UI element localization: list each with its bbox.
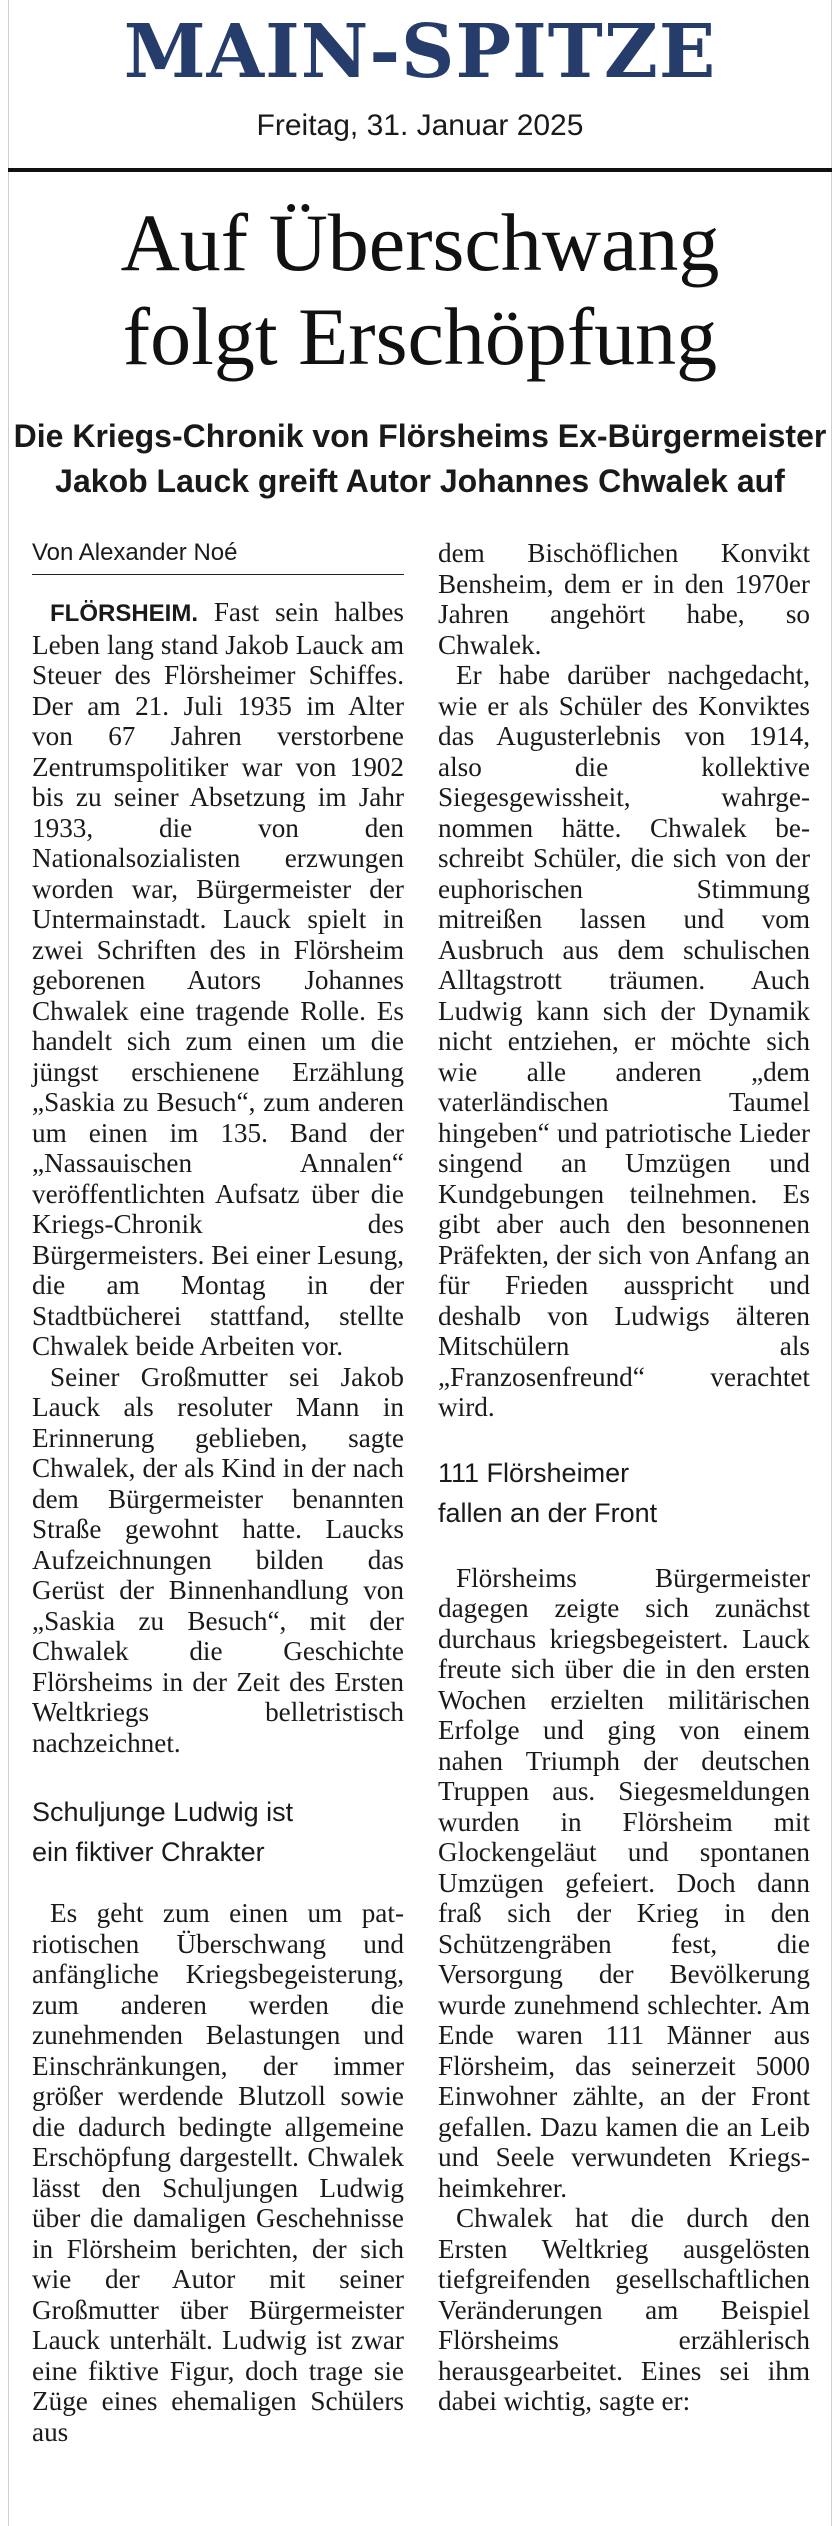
headline-line-1: Auf Überschwang	[120, 197, 720, 288]
article-paragraph: Es geht zum einen um patriotischen Überschwang und anfängliche Kriegsbegeisterung, zum anderen werden die zunehmenden Belastungen und Einschränkungen, der immer größer werdende Blutzoll sowie die dadurch bedingte allgemeine Erschöpfung dargestellt. Chwalek lässt den Schuljungen Ludwig über die damaligen Geschehnisse in Flörsheim berichten, der sich wie der Autor mit seiner Großmutter über Bürgermeister Lauck unterhält. Ludwig ist zwar eine fiktive Figur, doch trage sie Züge eines ehemaligen Schülers aus	[32, 1898, 404, 2447]
interheadline-line-1: 111 Flörsheimer	[438, 1457, 630, 1488]
article-headline	[0, 196, 840, 384]
article-paragraph: dem Bischöflichen Konvikt Bensheim, dem er in den 1970er Jahren angehört habe, so Chwalek.	[438, 538, 810, 660]
interheadline	[32, 1792, 404, 1872]
article-column-left	[32, 538, 404, 2447]
interheadline-line-2: fallen an der Front	[438, 1497, 658, 1528]
issue-date: Freitag, 31. Januar 2025	[256, 109, 584, 142]
masthead-divider	[8, 168, 832, 172]
interheadline	[438, 1453, 810, 1533]
paragraph-text: Fast sein halbes Leben lang stand Jakob Lauck am Steuer des Flörsheimer Schiffes. Der am 21. Juli 1935 im Alter von 67 Jahren verstorbene Zentrumspolitiker war von 1902 bis zu seiner Absetzung im Jahr 1933, die von den Nationalsozialisten erzwungen worden war, Bürgermeister der Untermainstadt. Lauck spielt in zwei Schriften des in Flörsheim geborenen Autors Johannes Chwalek eine tragende Rolle. Es handelt sich zum einen um die jüngst erschienene Erzählung „Saskia zu Besuch“, zum anderen um einen im 135. Band der „Nassauischen Annalen“ veröffentlichten Aufsatz über die Kriegs-Chronik des Bürgermeisters. Bei einer Lesung, die am Montag in der Stadtbücherei stattfand, stellte Chwalek beide Arbeiten vor.	[32, 597, 404, 1361]
article-paragraph: Seiner Großmutter sei Jakob Lauck als resoluter Mann in Erinnerung geblieben, sagte Chwalek, der als Kind in der nach dem Bürgermeister benannten Straße gewohnt hatte. Laucks Aufzeichnungen bilden das Gerüst der Binnenhandlung von „Saskia zu Besuch“, mit der Chwalek die Geschichte Flörsheims in der Zeit des Ersten Weltkriegs belletristisch nachzeichnet.	[32, 1361, 404, 1758]
subheadline-line-2: Jakob Lauck greift Autor Johannes Chwalek auf	[55, 463, 785, 499]
article-paragraph: Flörsheims Bürgermeister dagegen zeigte sich zunächst durchaus kriegsbegeistert. Lauck freute sich über die in den ersten Wochen erzielten militärischen Erfolge und ging von einem nahen Triumph der deutschen Truppen aus. Siegesmeldungen wurden in Flörsheim mit Glockengeläut und spontanen Umzügen gefeiert. Doch dann fraß sich der Krieg in den Schützengräben fest, die Versorgung der Bevölkerung wurde zunehmend schlechter. Am Ende waren 111 Männer aus Flörsheim, das seinerzeit 5000 Einwohner zählte, an der Front gefallen. Dazu kamen die an Leib und Seele verwundeten Kriegsheimkehrer.	[438, 1562, 810, 2203]
interheadline-line-2: ein fiktiver Chrakter	[32, 1837, 265, 1867]
interheadline-line-1: Schuljunge Ludwig ist	[32, 1797, 294, 1827]
article-column-right	[438, 538, 810, 2417]
article-paragraph: Chwalek hat die durch den Ersten Weltkrieg ausgelösten tiefgreifenden gesellschaftlichen Veränderungen am Beispiel Flörsheims erzählerisch herausgearbeitet. Eines sei ihm dabei wichtig, sagte er:	[438, 2203, 810, 2416]
dateline: FLÖRSHEIM.	[50, 600, 198, 627]
masthead	[0, 0, 840, 170]
subheadline-line-1: Die Kriegs-Chronik von Flörsheims Ex-Bürgermeister	[13, 418, 827, 454]
article-paragraph: Er habe darüber nachgedacht, wie er als Schüler des Konviktes das Augusterlebnis von 1914, also die kollektive Siegesgewissheit, wahrgenommen hätte. Chwalek beschreibt Schüler, die sich von der euphorischen Stimmung mitreißen lassen und vom Ausbruch aus dem schulischen Alltagstrott träumen. Auch Ludwig kann sich der Dynamik nicht entziehen, er möchte sich wie alle anderen „dem vaterländischen Taumel hingeben“ und patriotische Lieder singend an Umzügen und Kundgebungen teilnehmen. Es gibt aber auch den besonnenen Präfekten, der sich von Anfang an für Frieden ausspricht und deshalb von Ludwigs älteren Mitschülern als „Franzosenfreund“ verachtet wird.	[438, 660, 810, 1422]
newspaper-name: MAIN-SPITZE	[123, 9, 717, 95]
article-subheadline	[0, 414, 840, 504]
headline-line-2: folgt Erschöpfung	[122, 291, 718, 382]
article-paragraph	[32, 597, 404, 1362]
byline: Von Alexander Noé	[32, 538, 404, 575]
